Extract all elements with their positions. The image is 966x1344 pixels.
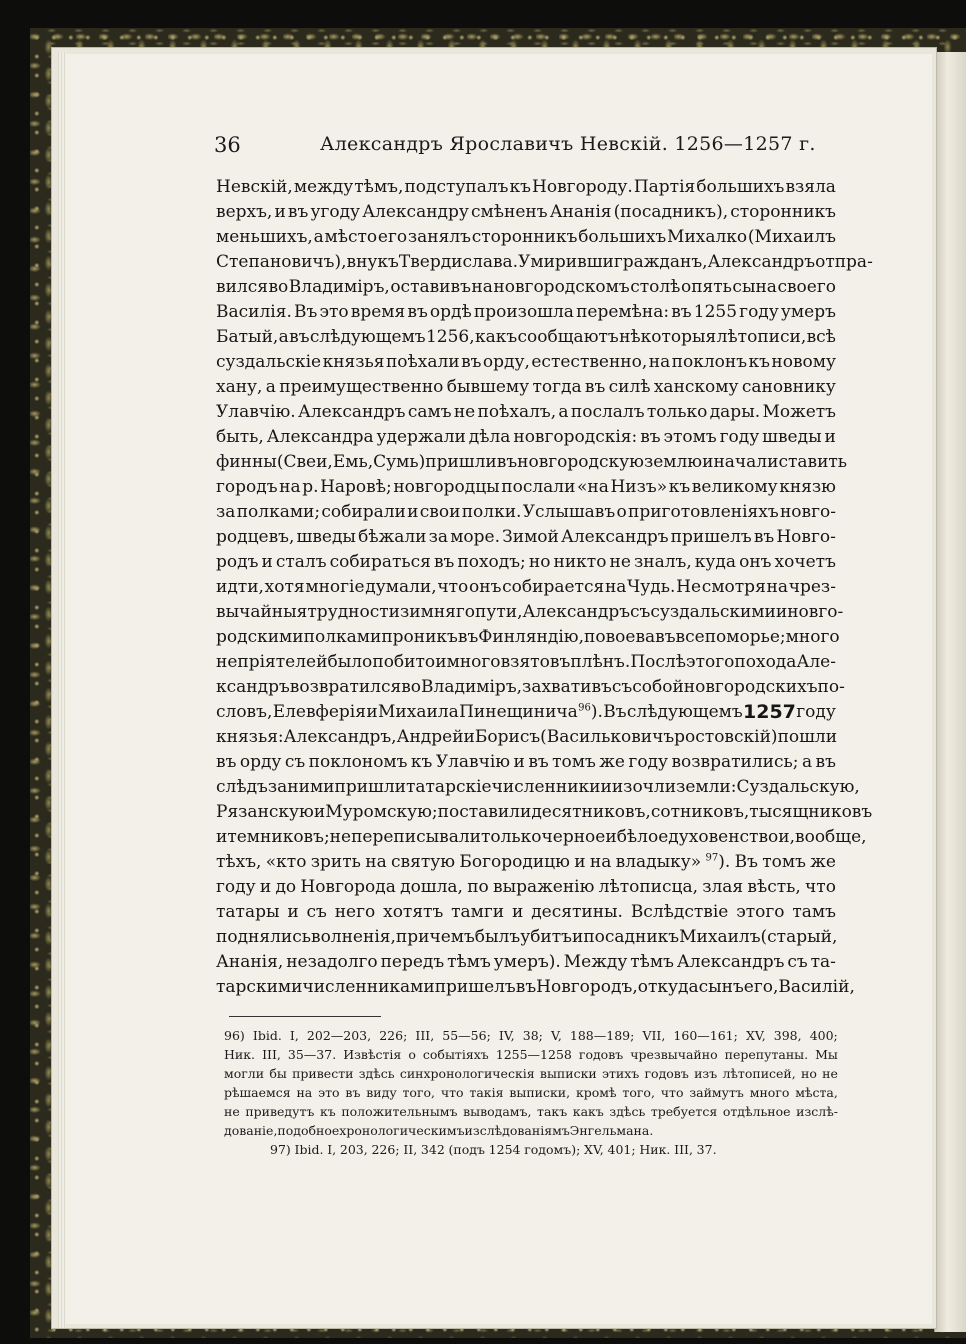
- footnotes: [224, 1026, 838, 1159]
- body-line: непріятелей было побито и много взято въ плѣнъ. Послѣ этого похода Але-: [216, 652, 836, 672]
- footnote-line: 97) Ibid. I, 203, 226; II, 342 (подъ 1254 годомъ); XV, 401; Ник. III, 37.: [270, 1142, 717, 1157]
- body-line: Улавчію. Александръ самъ не поѣхалъ, а послалъ только дары. Можетъ: [216, 402, 836, 422]
- footnote-line: рѣшаемся на это въ виду того, что такія выписки, кромѣ того, что займутъ много мѣста,: [224, 1085, 838, 1100]
- body-line: ксандръ возвратился во Владиміръ, захвативъ съ собой новгородскихъ по-: [216, 677, 845, 697]
- body-line: слѣдъ за ними пришли татарскіе численники и изочли земли: Суздальскую,: [216, 777, 860, 797]
- running-head: Александръ Ярославичъ Невскій. 1256—1257 г.: [320, 133, 816, 155]
- body-text: [216, 175, 873, 1000]
- body-line: Степановичъ), внукъ Твердислава. Умиривши гражданъ, Александръ отпра-: [216, 252, 873, 272]
- body-line: вычайныя трудности зимняго пути, Александръ съ суздальскими и новго-: [216, 602, 844, 622]
- facing-page-edge: [934, 52, 966, 1332]
- body-line: городъ на р. Наровѣ; новгородцы послали «на Низъ» къ великому князю: [216, 477, 836, 497]
- body-line: верхъ, и въ угоду Александру смѣненъ Ананія (посадникъ), сторонникъ: [216, 202, 836, 222]
- footnote-line: 96) Ibid. I, 202—203, 226; III, 55—56; IV, 38; V, 188—189; VII, 160—161; XV, 398, 400;: [224, 1028, 838, 1043]
- body-line: быть, Александра удержали дѣла новгородскія: въ этомъ году шведы и: [216, 427, 836, 447]
- body-line: родцевъ, шведы бѣжали за море. Зимой Александръ пришелъ въ Новго-: [216, 527, 836, 547]
- body-line: родъ и сталъ собираться въ походъ; но никто не зналъ, куда онъ хочетъ: [216, 552, 836, 572]
- footnote-line: дованіе, подобное хронологическимъ изслѣдованіямъ Энгельмана.: [224, 1123, 654, 1138]
- body-line: князья: Александръ, Андрей и Борисъ (Васильковичъ ростовскій) пошли: [216, 727, 838, 747]
- footnote-line: могли бы привести здѣсь синхронологическія выписки этихъ годовъ изъ лѣтописей, но не: [224, 1066, 838, 1081]
- body-line: хану, а преимущественно бывшему тогда въ силѣ ханскому сановнику: [216, 377, 836, 397]
- body-line: финны (Свеи, Емь, Сумь) пришли въ новгородскую землю и начали ставить: [216, 452, 848, 472]
- body-line: и темниковъ; не переписывали только черное и бѣлое духовенство и, вообще,: [216, 827, 867, 847]
- footnote-rule: [229, 1016, 381, 1017]
- body-line: меньшихъ, а мѣсто его занялъ сторонникъ большихъ Михалко (Михаилъ: [216, 227, 836, 247]
- body-line: родскими полками проникъ въ Финляндію, повоевавъ все поморье; много: [216, 627, 840, 647]
- body-line: суздальскіе князья поѣхали въ орду, естественно, на поклонъ къ новому: [216, 352, 836, 372]
- body-line: Невскій, между тѣмъ, подступалъ къ Новгороду. Партія большихъ взяла: [216, 177, 836, 197]
- body-line: татары и съ него хотятъ тамги и десятины. Вслѣдствіе этого тамъ: [216, 902, 836, 922]
- body-line: Василія. Въ это время въ ордѣ произошла перемѣна: въ 1255 году умеръ: [216, 302, 836, 322]
- body-line: году и до Новгорода дошла, по выраженію лѣтописца, злая вѣсть, что: [216, 877, 836, 897]
- body-line: Рязанскую и Муромскую; поставили десятниковъ, сотниковъ, тысящниковъ: [216, 802, 873, 822]
- body-line: поднялись волненія, причемъ былъ убитъ и посадникъ Михаилъ (старый,: [216, 927, 838, 947]
- body-line: вился во Владиміръ, оставивъ на новгородскомъ столѣ опять сына своего: [216, 277, 836, 297]
- body-line: тѣхъ, «кто зрить на святую Богородицю и на владыку» $^{97}$). Въ томъ же: [216, 852, 836, 872]
- body-line: тарскими численниками пришелъ въ Новгородъ, откуда сынъ его, Василій,: [216, 977, 855, 997]
- body-line: Ананія, незадолго передъ тѣмъ умеръ). Между тѣмъ Александръ съ та-: [216, 952, 836, 972]
- body-line: за полками; собирали и свои полки. Услышавъ о приготовленіяхъ новго-: [216, 502, 836, 522]
- body-line: Батый, а въ слѣдующемъ 1256, какъ сообщаютъ нѣкоторыя лѣтописи, всѣ: [216, 327, 836, 347]
- body-line: идти, хотя многіе думали, что онъ собирается на Чудь. Не смотря на чрез-: [216, 577, 836, 597]
- page-header: [214, 133, 816, 159]
- footnote-line: не приведутъ къ положительнымъ выводамъ, такъ какъ здѣсь требуется отдѣльное изслѣ-: [224, 1104, 838, 1119]
- body-line: въ орду съ поклономъ къ Улавчію и въ томъ же году возвратились; а въ: [216, 752, 836, 772]
- footnote-line: Ник. III, 35—37. Извѣстія о событіяхъ 1255—1258 годовъ чрезвычайно перепутаны. Мы: [224, 1047, 838, 1062]
- body-line: словъ, Елевферія и Михаила Пинещинича $^{96}$). Въ слѣдующемъ 1257 году: [216, 701, 836, 723]
- page-number: 36: [214, 133, 241, 157]
